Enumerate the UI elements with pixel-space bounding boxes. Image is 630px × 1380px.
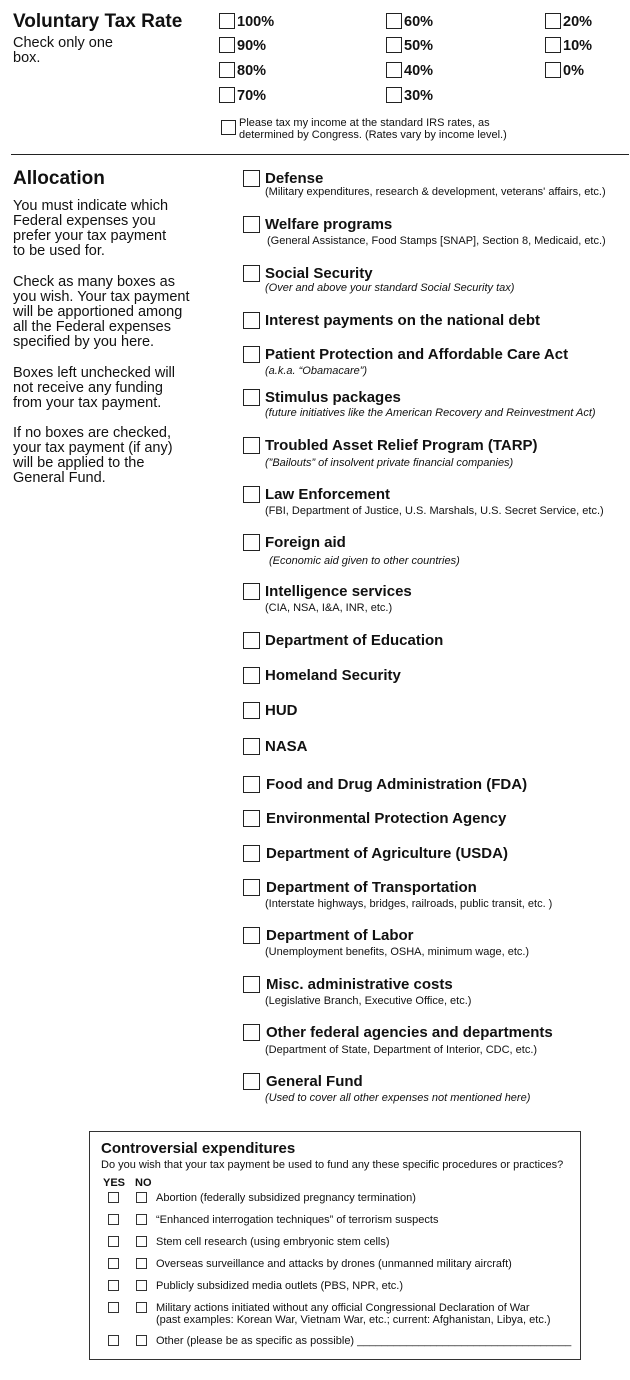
- alloc-epa-checkbox[interactable]: [243, 810, 260, 827]
- alloc-interest-checkbox[interactable]: [243, 312, 260, 329]
- interrogation-yes-checkbox[interactable]: [108, 1214, 119, 1225]
- controversial-item-interrogation: “Enhanced interrogation techniques” of terrorism suspects: [156, 1214, 439, 1226]
- alloc-intelligence-checkbox[interactable]: [243, 583, 260, 600]
- standard-rate-checkbox[interactable]: [221, 120, 236, 135]
- alloc-law-enforcement-checkbox[interactable]: [243, 486, 260, 503]
- military-yes-checkbox[interactable]: [108, 1302, 119, 1313]
- abortion-yes-checkbox[interactable]: [108, 1192, 119, 1203]
- rate-80-checkbox[interactable]: [219, 62, 235, 78]
- media-yes-checkbox[interactable]: [108, 1280, 119, 1291]
- alloc-other-agencies-sub: (Department of State, Department of Interior, CDC, etc.): [265, 1044, 538, 1056]
- alloc-stimulus-checkbox[interactable]: [243, 389, 260, 406]
- alloc-nasa-checkbox[interactable]: [243, 738, 260, 755]
- alloc-law-enforcement-title: Law Enforcement: [265, 486, 391, 503]
- alloc-epa-title: Environmental Protection Agency: [266, 810, 507, 827]
- yes-column-header: YES: [103, 1177, 126, 1189]
- alloc-welfare-title: Welfare programs: [265, 216, 393, 233]
- rate-40-label: 40%: [404, 63, 434, 79]
- rate-70-checkbox[interactable]: [219, 87, 235, 103]
- rate-20-checkbox[interactable]: [545, 13, 561, 29]
- alloc-social-security-title: Social Security: [265, 265, 373, 282]
- allocation-para-4: If no boxes are checked, your tax payment (if any) will be applied to the General Fund.: [13, 425, 173, 486]
- drones-yes-checkbox[interactable]: [108, 1258, 119, 1269]
- alloc-transportation-checkbox[interactable]: [243, 879, 260, 896]
- alloc-foreign-aid-title: Foreign aid: [265, 534, 346, 551]
- alloc-labor-checkbox[interactable]: [243, 927, 260, 944]
- alloc-welfare-checkbox[interactable]: [243, 216, 260, 233]
- rate-60-checkbox[interactable]: [386, 13, 402, 29]
- rate-40-checkbox[interactable]: [386, 62, 402, 78]
- rate-30-checkbox[interactable]: [386, 87, 402, 103]
- alloc-misc-admin-checkbox[interactable]: [243, 976, 260, 993]
- stem-cell-yes-checkbox[interactable]: [108, 1236, 119, 1247]
- alloc-law-enforcement-sub: (FBI, Department of Justice, U.S. Marshals, U.S. Secret Service, etc.): [265, 505, 604, 517]
- allocation-para-1: You must indicate which Federal expenses you prefer your tax payment to be used for.: [13, 198, 169, 259]
- rate-10-checkbox[interactable]: [545, 37, 561, 53]
- alloc-homeland-title: Homeland Security: [265, 667, 401, 684]
- standard-rate-label: Please tax my income at the standard IRS rates, as determined by Congress. (Rates vary by income level.): [239, 117, 507, 141]
- alloc-aca-title: Patient Protection and Affordable Care Act: [265, 346, 569, 363]
- rate-60-label: 60%: [404, 14, 434, 30]
- alloc-intelligence-title: Intelligence services: [265, 583, 412, 600]
- section-divider: [11, 154, 629, 155]
- alloc-misc-admin-sub: (Legislative Branch, Executive Office, etc.): [265, 995, 472, 1007]
- alloc-defense-sub: (Military expenditures, research & development, veterans' affairs, etc.): [265, 186, 606, 198]
- rate-10-label: 10%: [563, 38, 593, 54]
- alloc-interest-title: Interest payments on the national debt: [265, 312, 541, 329]
- military-no-checkbox[interactable]: [136, 1302, 147, 1313]
- alloc-stimulus-sub: (future initiatives like the American Recovery and Reinvestment Act): [265, 407, 596, 419]
- alloc-aca-sub: (a.k.a. “Obamacare”): [265, 365, 368, 377]
- rate-50-checkbox[interactable]: [386, 37, 402, 53]
- abortion-no-checkbox[interactable]: [136, 1192, 147, 1203]
- allocation-para-3: Boxes left unchecked will not receive any funding from your tax payment.: [13, 365, 175, 411]
- alloc-foreign-aid-checkbox[interactable]: [243, 534, 260, 551]
- media-no-checkbox[interactable]: [136, 1280, 147, 1291]
- drones-no-checkbox[interactable]: [136, 1258, 147, 1269]
- rate-50-label: 50%: [404, 38, 434, 54]
- other-no-checkbox[interactable]: [136, 1335, 147, 1346]
- alloc-hud-title: HUD: [265, 702, 298, 719]
- rate-90-label: 90%: [237, 38, 267, 54]
- alloc-general-fund-title: General Fund: [266, 1073, 363, 1090]
- alloc-misc-admin-title: Misc. administrative costs: [266, 976, 453, 993]
- controversial-item-other[interactable]: Other (please be as specific as possible) ___________________________________: [156, 1335, 572, 1347]
- alloc-usda-checkbox[interactable]: [243, 845, 260, 862]
- alloc-fda-checkbox[interactable]: [243, 776, 260, 793]
- rate-30-label: 30%: [404, 88, 434, 104]
- alloc-usda-title: Department of Agriculture (USDA): [266, 845, 508, 862]
- allocation-para-2: Check as many boxes as you wish. Your tax payment will be apportioned among all the Federal expenses specified by you here.: [13, 274, 190, 350]
- controversial-item-media: Publicly subsidized media outlets (PBS, NPR, etc.): [156, 1280, 403, 1292]
- alloc-other-agencies-checkbox[interactable]: [243, 1024, 260, 1041]
- rate-70-label: 70%: [237, 88, 267, 104]
- alloc-nasa-title: NASA: [265, 738, 308, 755]
- alloc-education-checkbox[interactable]: [243, 632, 260, 649]
- alloc-welfare-sub: (General Assistance, Food Stamps [SNAP], Section 8, Medicaid, etc.): [267, 235, 606, 247]
- alloc-stimulus-title: Stimulus packages: [265, 389, 401, 406]
- alloc-tarp-sub: (”Bailouts” of insolvent private financial companies): [265, 457, 514, 469]
- alloc-social-security-checkbox[interactable]: [243, 265, 260, 282]
- alloc-hud-checkbox[interactable]: [243, 702, 260, 719]
- tax-rate-instruction: Check only one box.: [13, 35, 113, 66]
- alloc-intelligence-sub: (CIA, NSA, I&A, INR, etc.): [265, 602, 393, 614]
- rate-0-checkbox[interactable]: [545, 62, 561, 78]
- alloc-social-security-sub: (Over and above your standard Social Security tax): [265, 282, 515, 294]
- alloc-aca-checkbox[interactable]: [243, 346, 260, 363]
- stem-cell-no-checkbox[interactable]: [136, 1236, 147, 1247]
- alloc-transportation-title: Department of Transportation: [266, 879, 477, 896]
- alloc-homeland-checkbox[interactable]: [243, 667, 260, 684]
- controversial-question: Do you wish that your tax payment be used to fund any these specific procedures or practices?: [101, 1159, 564, 1171]
- alloc-labor-title: Department of Labor: [266, 927, 414, 944]
- rate-100-checkbox[interactable]: [219, 13, 235, 29]
- rate-100-label: 100%: [237, 14, 275, 30]
- alloc-tarp-title: Troubled Asset Relief Program (TARP): [265, 437, 538, 454]
- alloc-fda-title: Food and Drug Administration (FDA): [266, 776, 528, 793]
- other-yes-checkbox[interactable]: [108, 1335, 119, 1346]
- alloc-general-fund-checkbox[interactable]: [243, 1073, 260, 1090]
- alloc-education-title: Department of Education: [265, 632, 444, 649]
- controversial-item-abortion: Abortion (federally subsidized pregnancy termination): [156, 1192, 416, 1204]
- alloc-defense-title: Defense: [265, 170, 324, 187]
- alloc-general-fund-sub: (Used to cover all other expenses not mentioned here): [265, 1092, 531, 1104]
- alloc-tarp-checkbox[interactable]: [243, 437, 260, 454]
- no-column-header: NO: [135, 1177, 152, 1189]
- alloc-foreign-aid-sub: (Economic aid given to other countries): [269, 555, 460, 567]
- controversial-item-drones: Overseas surveillance and attacks by drones (unmanned military aircraft): [156, 1258, 512, 1270]
- alloc-defense-checkbox[interactable]: [243, 170, 260, 187]
- rate-20-label: 20%: [563, 14, 593, 30]
- alloc-transportation-sub: (Interstate highways, bridges, railroads, public transit, etc. ): [265, 898, 553, 910]
- alloc-other-agencies-title: Other federal agencies and departments: [266, 1024, 553, 1041]
- rate-90-checkbox[interactable]: [219, 37, 235, 53]
- allocation-title: Allocation: [13, 168, 105, 189]
- controversial-title: Controversial expenditures: [101, 1140, 296, 1157]
- tax-rate-title: Voluntary Tax Rate: [13, 11, 183, 32]
- alloc-labor-sub: (Unemployment benefits, OSHA, minimum wage, etc.): [265, 946, 530, 958]
- rate-0-label: 0%: [563, 63, 584, 79]
- controversial-item-military: Military actions initiated without any official Congressional Declaration of War (past examples: Korean War, Vietnam War, etc.; current: Afghanistan, Libya, etc.): [156, 1302, 551, 1326]
- rate-80-label: 80%: [237, 63, 267, 79]
- controversial-item-stem-cell: Stem cell research (using embryonic stem cells): [156, 1236, 390, 1248]
- interrogation-no-checkbox[interactable]: [136, 1214, 147, 1225]
